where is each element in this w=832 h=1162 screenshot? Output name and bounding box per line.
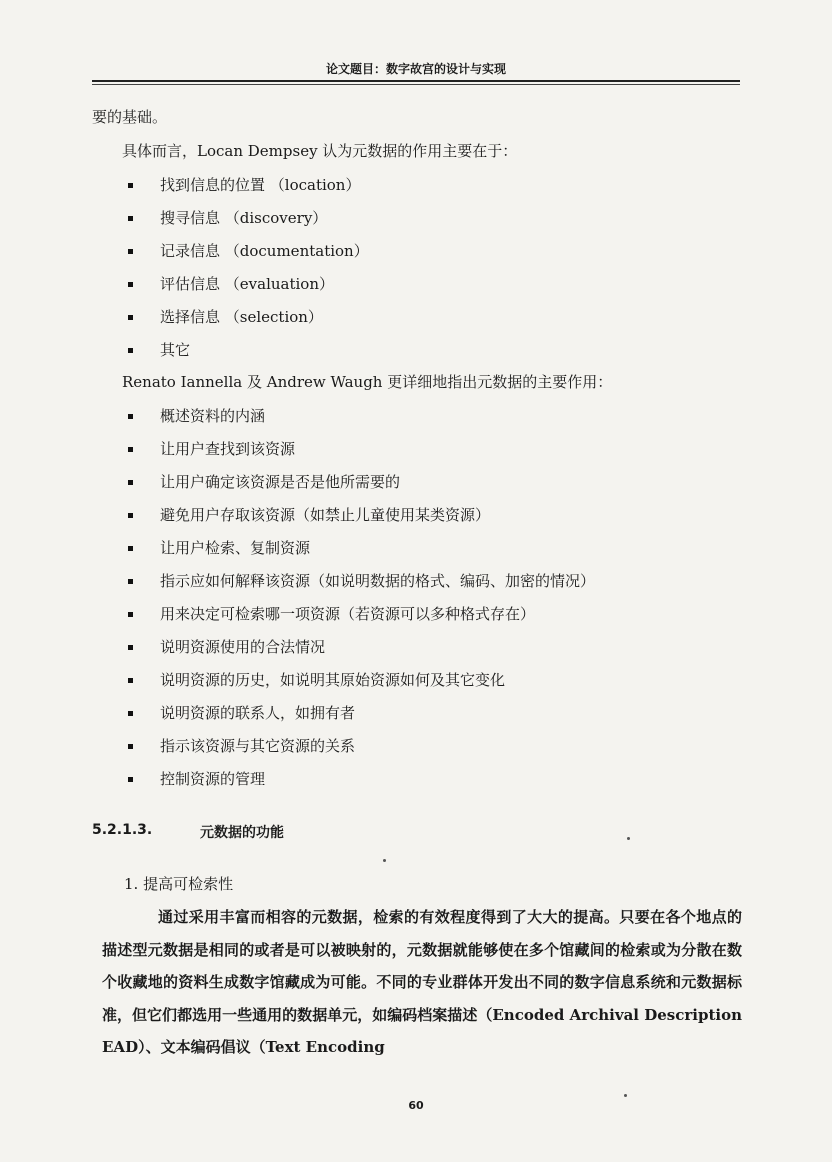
- bullet-icon: [128, 348, 133, 353]
- bullet-icon: [128, 645, 133, 650]
- section-title: 元数据的功能: [200, 825, 284, 841]
- bullet-icon: [128, 414, 133, 419]
- list-item: 其它: [160, 341, 191, 359]
- bullet-icon: [128, 579, 133, 584]
- list-item: 说明资源使用的合法情况: [160, 638, 326, 656]
- header-rule: [92, 80, 740, 82]
- bullet-icon: [128, 777, 133, 782]
- bullet-icon: [128, 315, 133, 320]
- list-item: 搜寻信息 （discovery）: [160, 209, 328, 227]
- list-item: 用来决定可检索哪一项资源（若资源可以多种格式存在）: [160, 605, 536, 623]
- lead-paragraph-iannella: Renato Iannella 及 Andrew Waugh 更详细地指出元数据的主要作用：: [122, 373, 613, 391]
- bullet-icon: [128, 216, 133, 221]
- list-item: 避免用户存取该资源（如禁止儿童使用某类资源）: [160, 506, 491, 524]
- bullet-icon: [128, 546, 133, 551]
- bullet-icon: [128, 183, 133, 188]
- body-paragraph: 通过采用丰富而相容的元数据，检索的有效程度得到了大大的提高。只要在各个地点的描述型元数据是相同的或者是可以被映射的，元数据就能够使在多个馆藏间的检索或为分散在数个收藏地的资料生成数字馆藏成为可能。不同的专业群体开发出不同的数字信息系统和元数据标准，但它们都选用一些通用的数据单元，如编码档案描述（Encoded Archival Description EAD）、文本编码倡议（Text Encoding: [102, 908, 742, 1057]
- bullet-icon: [128, 480, 133, 485]
- lead-paragraph-dempsey: 具体而言，Locan Dempsey 认为元数据的作用主要在于：: [122, 142, 518, 160]
- scan-speck: [627, 837, 630, 840]
- bullet-icon: [128, 612, 133, 617]
- list-item: 概述资料的内涵: [160, 407, 266, 425]
- scan-speck: [383, 859, 386, 862]
- subsection-heading: 1. 提高可检索性: [124, 875, 234, 893]
- section-number: 5.2.1.3.: [92, 822, 153, 838]
- list-item: 找到信息的位置 （location）: [160, 176, 361, 194]
- list-item: 说明资源的历史，如说明其原始资源如何及其它变化: [160, 671, 506, 689]
- list-item: 记录信息 （documentation）: [160, 242, 369, 260]
- scan-speck: [624, 1094, 627, 1097]
- list-item: 评估信息 （evaluation）: [160, 275, 334, 293]
- header-rule-thin: [92, 84, 740, 85]
- list-item: 指示该资源与其它资源的关系: [160, 737, 356, 755]
- bullet-icon: [128, 711, 133, 716]
- list-item: 控制资源的管理: [160, 770, 266, 788]
- bullet-icon: [128, 447, 133, 452]
- list-item: 说明资源的联系人，如拥有者: [160, 704, 356, 722]
- list-item: 让用户查找到该资源: [160, 440, 296, 458]
- list-item: 指示应如何解释该资源（如说明数据的格式、编码、加密的情况）: [160, 572, 596, 590]
- list-item: 让用户检索、复制资源: [160, 539, 311, 557]
- list-item: 选择信息 （selection）: [160, 308, 323, 326]
- bullet-icon: [128, 744, 133, 749]
- bullet-icon: [128, 249, 133, 254]
- bullet-icon: [128, 282, 133, 287]
- list-item: 让用户确定该资源是否是他所需要的: [160, 473, 401, 491]
- continuation-text: 要的基础。: [92, 108, 168, 126]
- bullet-icon: [128, 678, 133, 683]
- bullet-icon: [128, 513, 133, 518]
- running-header: 论文题目：数字故宫的设计与实现: [325, 62, 506, 76]
- page-number: 60: [408, 1099, 424, 1112]
